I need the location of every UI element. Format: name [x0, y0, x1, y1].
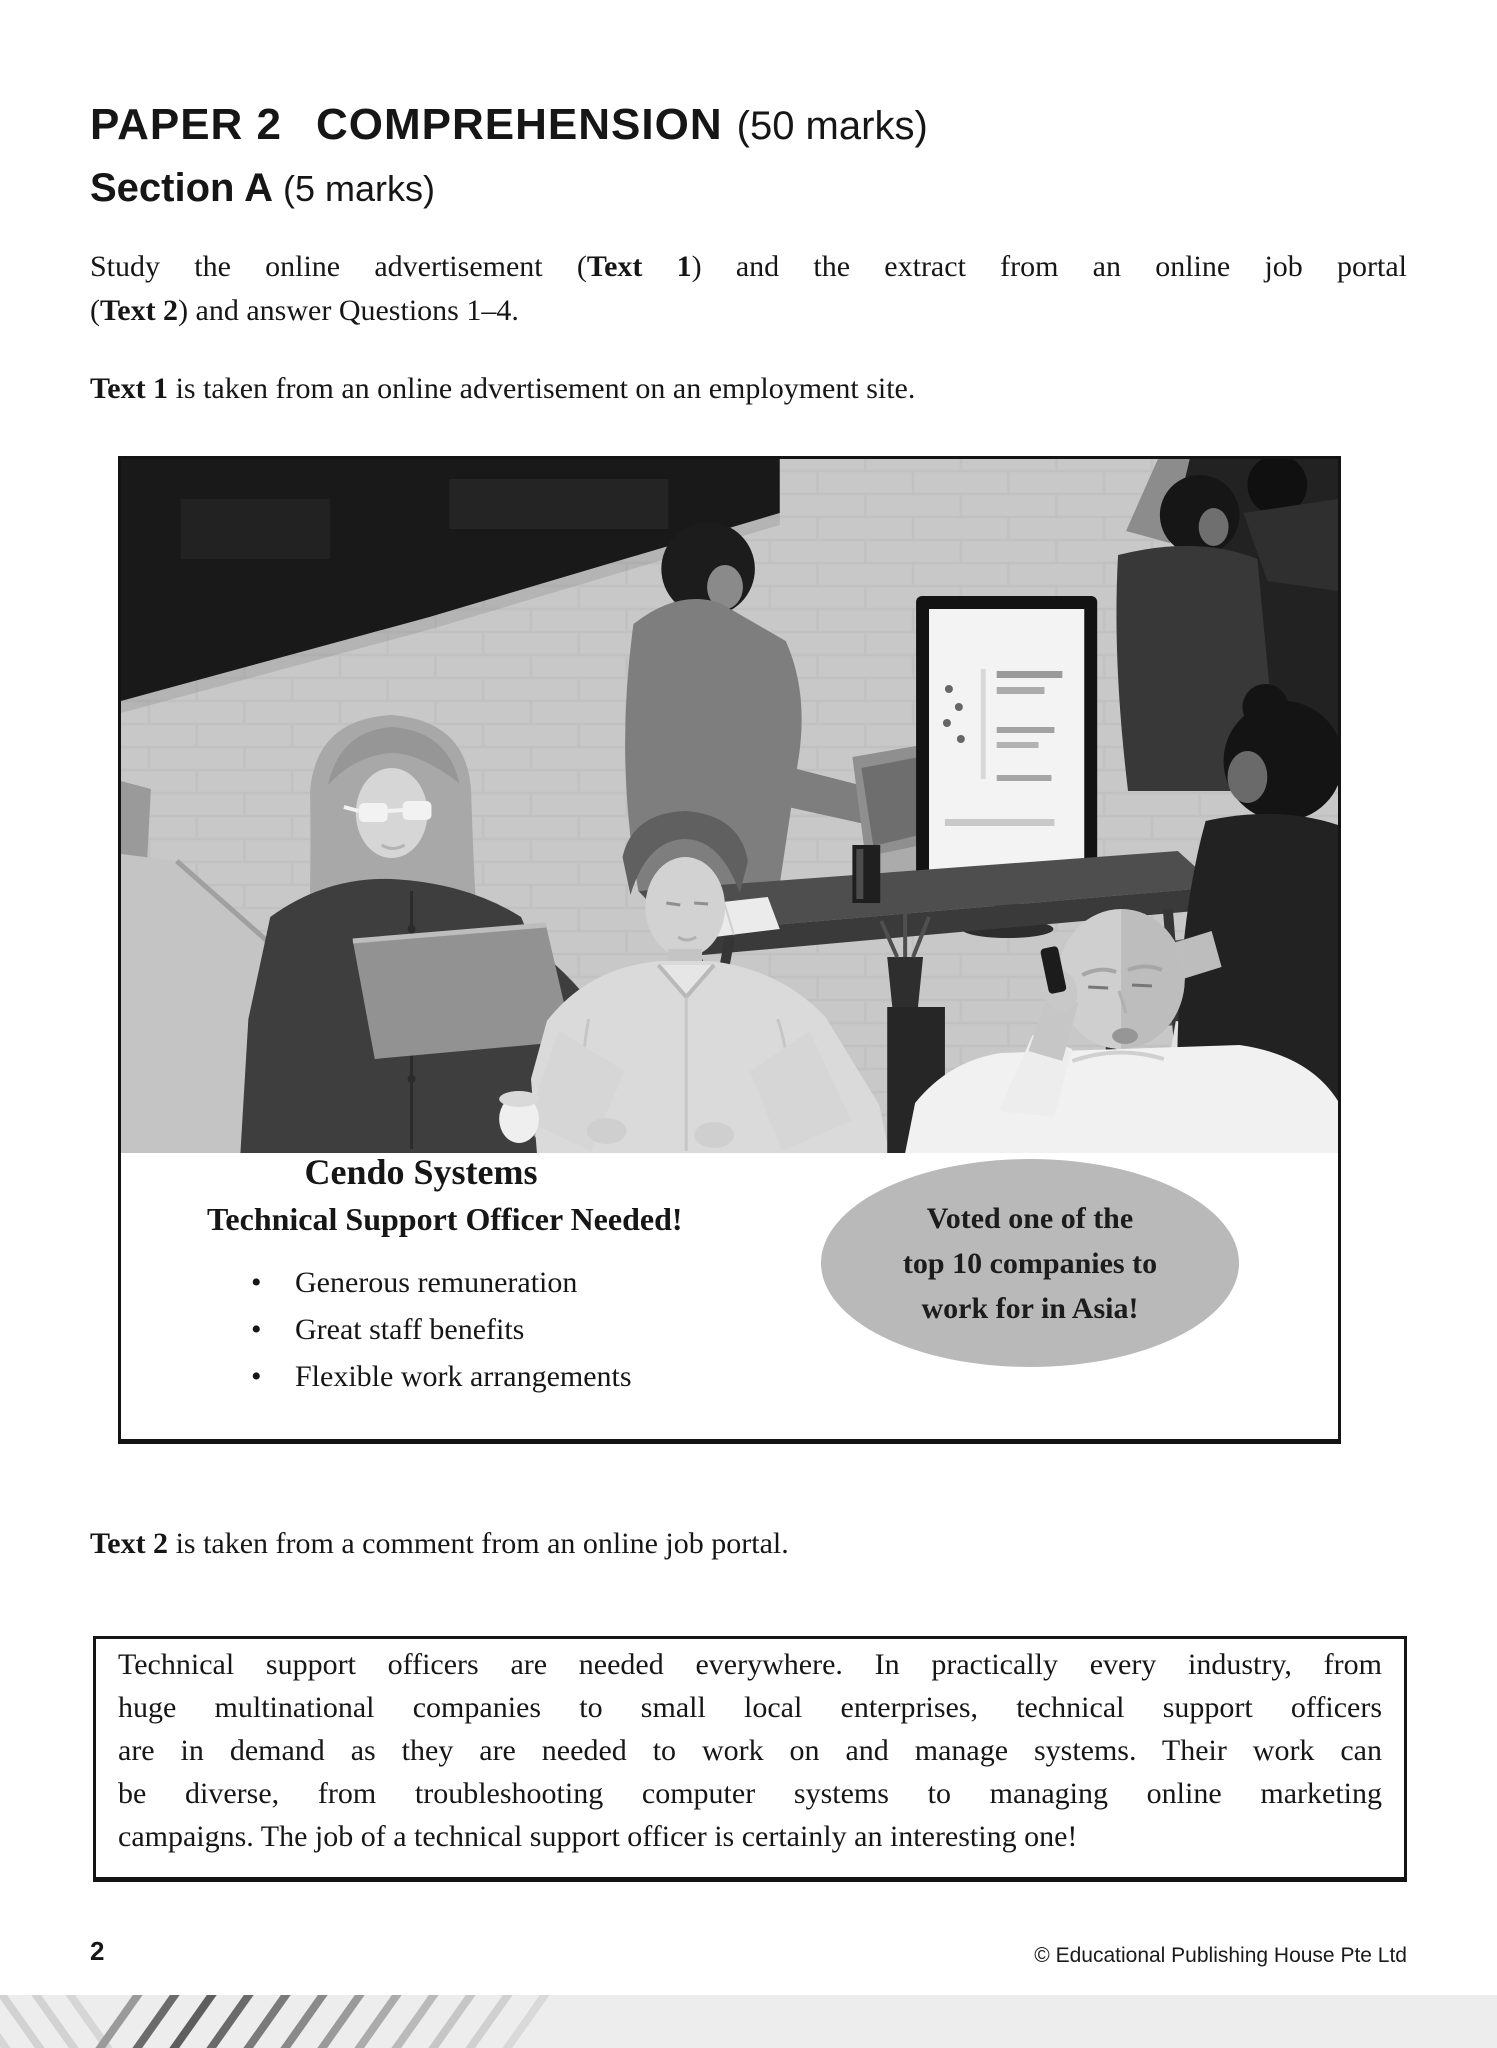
text2-reference: Text 2 — [100, 294, 179, 327]
bullet-icon: • — [251, 1313, 262, 1346]
section-title-label: Section A — [90, 166, 273, 210]
text2-caption-label: Text 2 — [90, 1527, 169, 1560]
section-title — [90, 166, 435, 211]
paper-title-marks: (50 marks) — [736, 104, 928, 148]
text2-caption-rest: is taken from a comment from an online job portal. — [168, 1527, 789, 1560]
badge-line: work for in Asia! — [921, 1291, 1139, 1325]
text1-caption — [90, 372, 915, 406]
comment-line: campaigns. The job of a technical support officer is certainly an interesting one! — [118, 1820, 1078, 1853]
comment-line: are in demand as they are needed to work on and manage systems. Their work can — [118, 1734, 1382, 1767]
instructions-text: ) and answer Questions 1–4. — [178, 294, 519, 327]
company-name: Cendo Systems — [304, 1152, 538, 1192]
paper-title-label: PAPER 2 — [90, 100, 283, 149]
benefits-list — [251, 1259, 632, 1400]
text1-caption-rest: is taken from an online advertisement on an employment site. — [168, 372, 916, 405]
text1-advertisement-box — [118, 456, 1341, 1444]
list-item — [251, 1259, 632, 1306]
section-title-marks: (5 marks) — [283, 168, 435, 209]
office-photo — [121, 459, 1338, 1153]
photo-cup — [499, 1091, 539, 1143]
badge-line: Voted one of the — [926, 1201, 1134, 1235]
paper-title-subject: COMPREHENSION — [316, 100, 723, 149]
award-badge — [821, 1159, 1239, 1367]
copyright-notice: © Educational Publishing House Pte Ltd — [1034, 1944, 1407, 1967]
text2-caption — [90, 1527, 789, 1561]
photo-laptop-mid — [353, 925, 573, 1059]
list-item — [251, 1306, 632, 1353]
paper-title — [90, 100, 928, 150]
text2-comment-box — [93, 1636, 1407, 1882]
text1-reference: Text 1 — [586, 250, 692, 283]
instructions-text: Study the online advertisement ( — [90, 250, 587, 283]
bullet-icon: • — [251, 1360, 262, 1393]
job-headline: Technical Support Officer Needed! — [207, 1201, 683, 1237]
benefit-text: Flexible work arrangements — [295, 1360, 632, 1393]
instructions-paragraph — [90, 245, 1407, 333]
text1-caption-label: Text 1 — [90, 372, 169, 405]
instructions-text: ) and the extract from an online job portal — [691, 250, 1407, 283]
comment-line: huge multinational companies to small local enterprises, technical support officers — [118, 1691, 1382, 1724]
footer-decor-band — [0, 1995, 1497, 2048]
bullet-icon: • — [251, 1266, 262, 1299]
benefit-text: Generous remuneration — [295, 1266, 578, 1299]
benefit-text: Great staff benefits — [295, 1313, 525, 1346]
page-number: 2 — [90, 1936, 105, 1966]
instructions-text: ( — [90, 294, 100, 327]
list-item — [251, 1353, 632, 1400]
comment-line: Technical support officers are needed everywhere. In practically every industry, from — [118, 1648, 1382, 1681]
badge-line: top 10 companies to — [902, 1246, 1158, 1280]
instructions-line-1 — [90, 245, 1407, 289]
comment-line: be diverse, from troubleshooting computer systems to managing online marketing — [118, 1777, 1382, 1810]
instructions-line-2 — [90, 289, 1407, 333]
